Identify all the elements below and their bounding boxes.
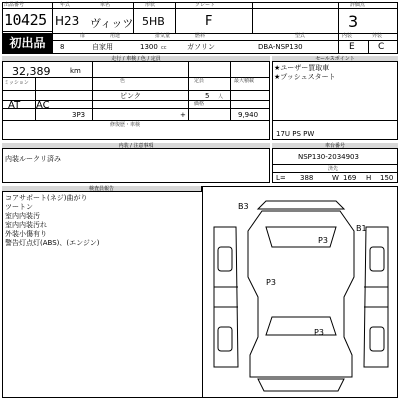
damage-mark: B1	[356, 224, 367, 233]
price-suffix: +	[180, 111, 186, 119]
specs-label: 色	[120, 78, 126, 84]
aircon: AC	[36, 100, 50, 111]
header-label: 年式	[60, 2, 71, 8]
header-label: 車名	[100, 2, 111, 8]
specs-label: ミッション	[4, 80, 29, 86]
dimension-height: 150	[380, 174, 394, 182]
inspection-line: 外装小傷有り	[5, 230, 47, 238]
car-outline	[248, 211, 354, 377]
header-divider	[252, 2, 253, 33]
wheel	[218, 247, 232, 271]
dimension-height-label: H	[366, 174, 372, 182]
header-label: 外装	[372, 33, 383, 39]
wheel	[370, 247, 384, 271]
exterior-grade: C	[378, 42, 385, 52]
year: H23	[55, 14, 80, 28]
specs-label: 価格	[194, 101, 205, 107]
specs-divider	[2, 120, 270, 121]
inspection-line: 警告灯点灯(ABS)、(エンジン)	[5, 239, 100, 247]
capacity-unit: 人	[218, 94, 224, 100]
header-label: 燃料	[195, 33, 206, 39]
transmission: AT	[8, 100, 21, 111]
car-outline	[258, 201, 344, 209]
chassis-divider	[272, 172, 398, 173]
header-divider	[338, 2, 339, 54]
section-header: 内装 / 注意事項	[2, 143, 270, 149]
grade: F	[205, 14, 213, 29]
first-listing-badge: 初出品	[3, 33, 52, 53]
section-header: セールスポイント	[272, 56, 398, 62]
header-label: 出品番号	[4, 2, 25, 8]
shift: 3P3	[72, 111, 86, 119]
damage-mark: P3	[314, 328, 324, 337]
specs-label: 修復歴・車検	[110, 122, 141, 128]
specs-divider	[92, 62, 93, 120]
feature-item: ★ユーザー買取車	[274, 64, 330, 72]
wheel	[218, 327, 232, 351]
inspection-line: 室内内装汚	[5, 212, 40, 220]
header-label: 用途	[110, 33, 121, 39]
lot-number: 10425	[4, 11, 47, 29]
doors: 8	[60, 43, 65, 51]
equipment: 17U PS PW	[276, 130, 315, 138]
section-header: 走行 / 車検 / 色 / 定員	[2, 56, 270, 62]
chassis-divider	[272, 164, 398, 165]
lot-divider	[2, 31, 52, 32]
damage-mark: P3	[318, 236, 328, 245]
car-outline	[266, 317, 336, 335]
score: 3	[348, 12, 359, 31]
header-divider	[52, 2, 53, 54]
section-header: 検査員報告	[2, 186, 202, 192]
header-divider	[175, 2, 176, 33]
dimension-width: 169	[343, 174, 357, 182]
chassis-number: NSP130-2034903	[298, 153, 359, 161]
usage: 自家用	[92, 43, 113, 51]
inspection-divider	[202, 186, 203, 398]
displacement: 1300	[140, 43, 158, 51]
specs-divider	[35, 77, 36, 120]
header-label: 型式	[295, 33, 306, 39]
model-code: DBA-NSP130	[258, 43, 303, 51]
mileage-unit: km	[70, 67, 81, 75]
dimension-length: 388	[300, 174, 314, 182]
dimension-length-label: L=	[276, 174, 286, 182]
header-label: 排気量	[155, 33, 171, 39]
header-label: 評価点	[350, 2, 366, 8]
specs-divider	[188, 62, 189, 120]
feature-item: ★プッシュスタート	[274, 73, 336, 81]
header-label: 扉	[80, 33, 86, 39]
car-damage-diagram	[204, 187, 398, 397]
damage-mark: P3	[266, 278, 276, 287]
displacement-unit: cc	[161, 45, 167, 51]
dimension-width-label: W	[332, 174, 339, 182]
fuel: ガソリン	[187, 43, 215, 51]
interior-note: 内装ルークリ済み	[5, 155, 61, 163]
specs-label: 定員	[194, 78, 205, 84]
model-name: ヴィッツ	[90, 17, 134, 30]
interior-notes-box	[2, 143, 270, 183]
color: ピンク	[120, 92, 141, 100]
capacity: 5	[205, 92, 210, 100]
body-type: 5HB	[142, 15, 165, 28]
header-label: グレード	[195, 2, 216, 8]
inspection-line: ツートン	[5, 203, 33, 211]
inspection-line: コアサポート(ネジ)曲がり	[5, 194, 88, 202]
price: 9,940	[238, 111, 259, 119]
inspection-line: 室内内装汚れ	[5, 221, 47, 229]
wheel	[370, 327, 384, 351]
header-divider	[368, 40, 369, 54]
car-outline	[258, 379, 344, 391]
header-label: 形状	[145, 2, 156, 8]
features-divider	[272, 120, 398, 121]
interior-grade: E	[349, 42, 355, 52]
header-label: 内装	[342, 33, 353, 39]
damage-mark: B3	[238, 202, 249, 211]
header-divider	[52, 40, 398, 41]
section-header: 車台番号	[272, 143, 398, 149]
chassis-label: 済先	[328, 166, 339, 172]
specs-divider	[230, 62, 231, 120]
specs-label: 最大積載	[234, 78, 255, 84]
mileage: 32,389	[12, 65, 51, 78]
